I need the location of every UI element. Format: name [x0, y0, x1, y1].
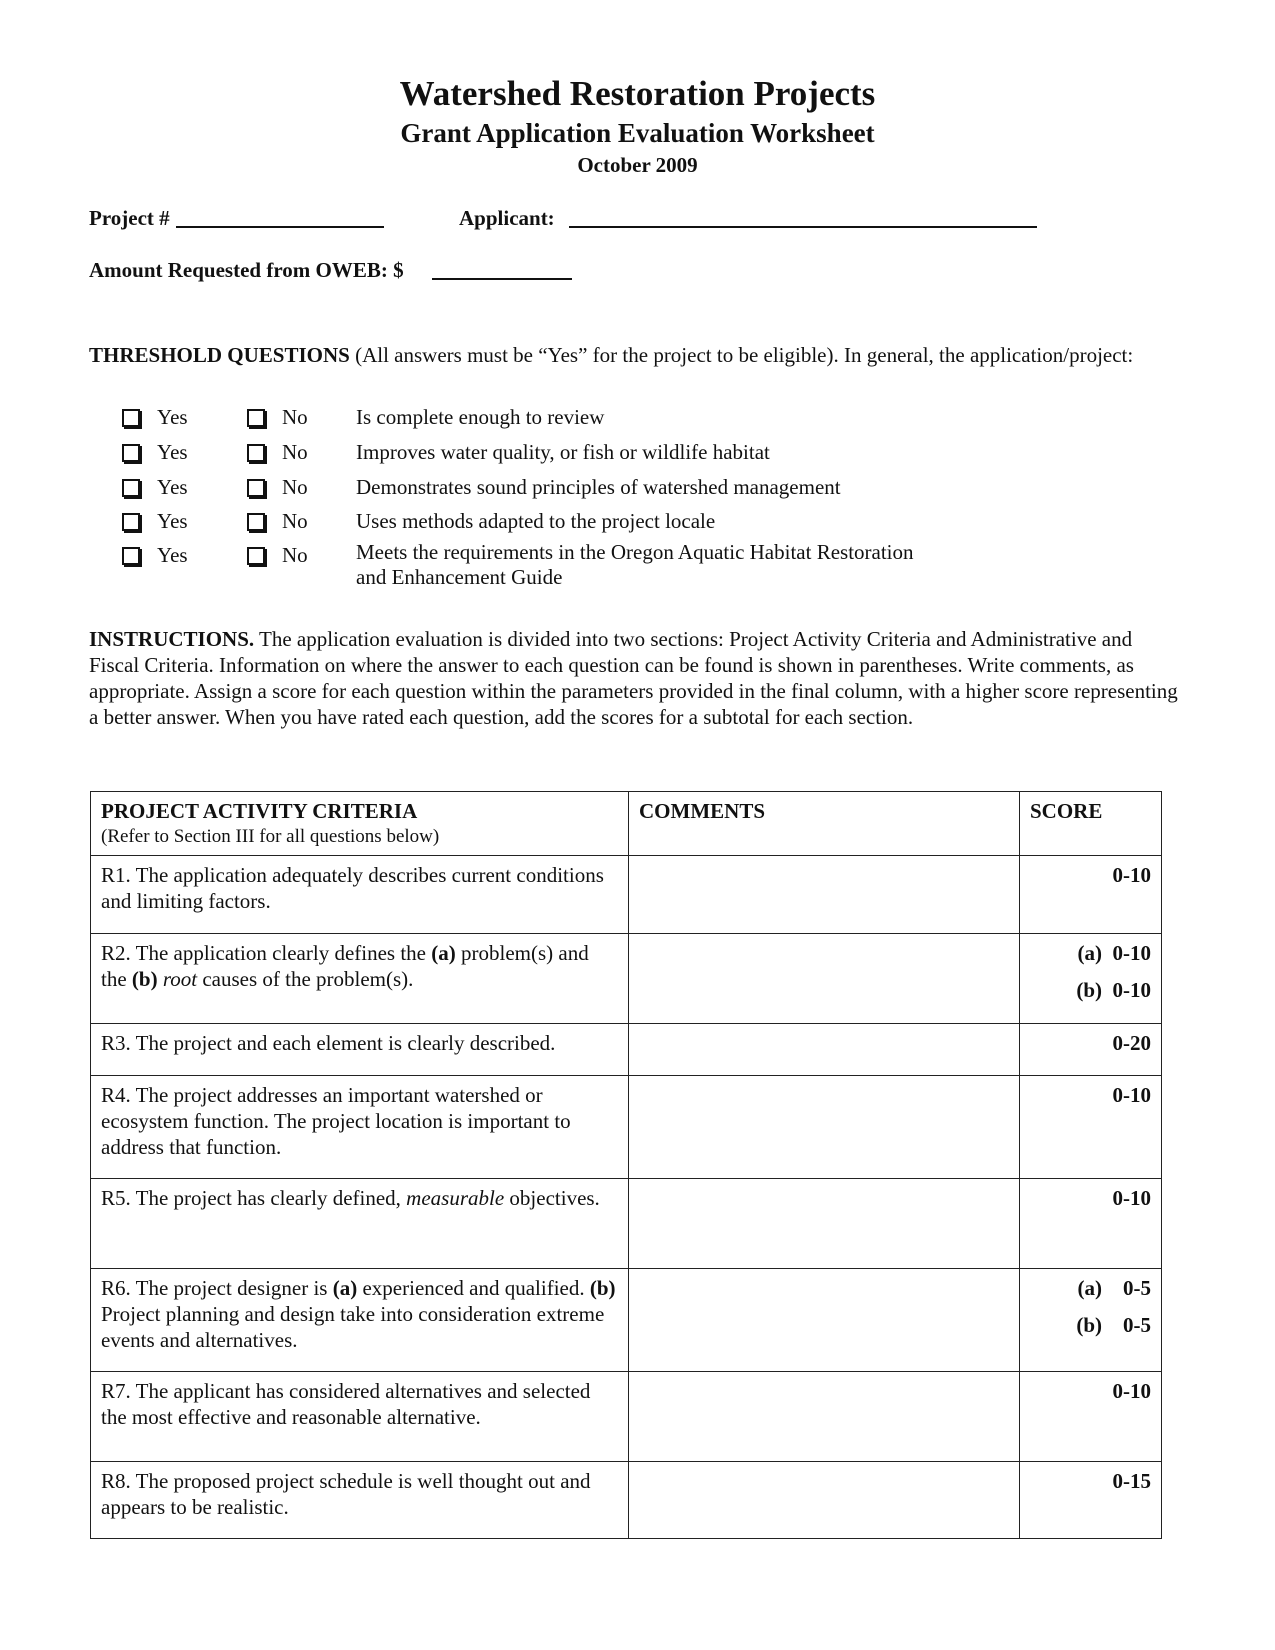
score-cell[interactable] [1020, 1462, 1162, 1539]
no-checkbox[interactable] [247, 479, 265, 497]
no-label: No [282, 405, 308, 429]
instructions-heading: INSTRUCTIONS. [89, 627, 255, 651]
criteria-row-r1 [91, 856, 1162, 934]
yes-checkbox[interactable] [122, 479, 140, 497]
criteria-text-part: (b) [131, 967, 158, 991]
criteria-text-part: root [162, 967, 198, 991]
criteria-column-title: PROJECT ACTIVITY CRITERIA [101, 799, 418, 823]
score-column-header [1020, 792, 1162, 856]
document-subtitle: Grant Application Evaluation Worksheet [400, 118, 875, 148]
criteria-text-part: R7. The applicant has considered alternatives and selected the most effective and reasonable alternative. [101, 1379, 591, 1429]
criteria-text-part: Project planning and design take into consideration extreme events and alternatives. [101, 1302, 605, 1352]
threshold-question: Meets the requirements in the Oregon Aquatic Habitat Restoration and Enhancement Guide [356, 540, 914, 589]
score-range: 0-10 [1112, 1083, 1151, 1107]
score-cell[interactable] [1020, 856, 1162, 934]
score-range: (b) 0-10 [1076, 978, 1151, 1002]
yes-label: Yes [157, 475, 188, 499]
score-range: (a) 0-5 [1077, 1276, 1151, 1300]
no-checkbox[interactable] [247, 513, 265, 531]
criteria-text-part: (a) [431, 941, 456, 965]
criteria-text-part: R5. The project has clearly defined, [101, 1186, 407, 1210]
comments-column-header [629, 792, 1020, 856]
score-range: (a) 0-10 [1077, 941, 1151, 965]
criteria-row-r8 [91, 1462, 1162, 1539]
yes-label: Yes [157, 440, 188, 464]
criteria-text-part: R6. The project designer is [101, 1276, 333, 1300]
score-cell[interactable] [1020, 1269, 1162, 1372]
no-label: No [282, 475, 308, 499]
comments-cell[interactable] [629, 1462, 1020, 1539]
criteria-text-part: R8. The proposed project schedule is well thought out and appears to be realistic. [101, 1469, 591, 1519]
score-range: (b) 0-5 [1076, 1313, 1151, 1337]
score-cell[interactable] [1020, 1179, 1162, 1269]
comments-cell[interactable] [629, 934, 1020, 1024]
criteria-text [91, 1179, 629, 1269]
no-checkbox[interactable] [247, 444, 265, 462]
threshold-heading: THRESHOLD QUESTIONS [89, 343, 350, 367]
criteria-column-header [91, 792, 629, 856]
criteria-text [91, 1462, 629, 1539]
no-label: No [282, 440, 308, 464]
yes-checkbox[interactable] [122, 444, 140, 462]
comments-cell[interactable] [629, 1076, 1020, 1179]
no-label: No [282, 509, 308, 533]
criteria-row-r7 [91, 1372, 1162, 1462]
criteria-row-r6 [91, 1269, 1162, 1372]
criteria-text-part: R3. The project and each element is clearly described. [101, 1031, 556, 1055]
comments-cell[interactable] [629, 856, 1020, 934]
criteria-text [91, 856, 629, 934]
amount-requested-field[interactable] [432, 278, 572, 280]
criteria-table-body [91, 856, 1162, 1539]
criteria-row-r5 [91, 1179, 1162, 1269]
threshold-question: Improves water quality, or fish or wildlife habitat [356, 440, 770, 464]
criteria-text-part: objectives. [504, 1186, 600, 1210]
criteria-row-r2 [91, 934, 1162, 1024]
threshold-intro-text: (All answers must be “Yes” for the project to be eligible). In general, the application/project: [349, 343, 1134, 367]
criteria-column-subtitle: (Refer to Section III for all questions below) [101, 826, 440, 847]
criteria-text-part: R2. The application clearly defines the [101, 941, 432, 965]
criteria-text-part: experienced and qualified. [357, 1276, 590, 1300]
score-cell[interactable] [1020, 1372, 1162, 1462]
instructions-text: The application evaluation is divided into two sections: Project Activity Criteria and Administrative and Fiscal Criteria. Information on where the answer to each question can be found is shown in parentheses. Write comments, as appropriate. Assign a score for each question within the parameters provided in the final column, with a higher score representing a better answer. When you have rated each question, add the scores for a subtotal for each section. [89, 627, 1178, 729]
criteria-row-r4 [91, 1076, 1162, 1179]
project-number-field[interactable] [176, 226, 384, 228]
criteria-text-part: (a) [332, 1276, 358, 1300]
score-cell[interactable] [1020, 1076, 1162, 1179]
score-range: 0-10 [1112, 863, 1151, 887]
applicant-field[interactable] [569, 226, 1037, 228]
criteria-text [91, 1076, 629, 1179]
threshold-intro [89, 342, 1179, 368]
no-checkbox[interactable] [247, 409, 265, 427]
criteria-header-row [91, 792, 1162, 856]
comments-cell[interactable] [629, 1269, 1020, 1372]
criteria-row-r3 [91, 1024, 1162, 1076]
amount-requested-label: Amount Requested from OWEB: $ [89, 258, 404, 282]
yes-label: Yes [157, 509, 188, 533]
comments-cell[interactable] [629, 1372, 1020, 1462]
criteria-text-part: measurable [406, 1186, 505, 1210]
score-column-title: SCORE [1030, 799, 1103, 823]
yes-checkbox[interactable] [122, 513, 140, 531]
project-number-label: Project # [89, 206, 170, 230]
criteria-text-part: R1. The application adequately describes current conditions and limiting factors. [101, 863, 604, 913]
yes-checkbox[interactable] [122, 409, 140, 427]
threshold-question: Uses methods adapted to the project locale [356, 509, 716, 533]
criteria-text [91, 934, 629, 1024]
yes-label: Yes [157, 405, 188, 429]
document-title: Watershed Restoration Projects [399, 74, 876, 113]
score-range: 0-20 [1112, 1031, 1151, 1055]
criteria-text-part: R4. The project addresses an important watershed or ecosystem function. The project location is important to address that function. [101, 1083, 571, 1159]
yes-checkbox[interactable] [122, 547, 140, 565]
comments-cell[interactable] [629, 1024, 1020, 1076]
threshold-question: Demonstrates sound principles of watershed management [356, 475, 841, 499]
criteria-text-part: causes of the problem(s). [197, 967, 414, 991]
score-cell[interactable] [1020, 1024, 1162, 1076]
score-range: 0-15 [1112, 1469, 1151, 1493]
criteria-text [91, 1269, 629, 1372]
criteria-text-part: problem(s) and the [101, 941, 589, 991]
score-range: 0-10 [1112, 1186, 1151, 1210]
comments-column-title: COMMENTS [639, 799, 765, 823]
score-range: 0-10 [1112, 1379, 1151, 1403]
document-date: October 2009 [577, 153, 698, 177]
comments-cell[interactable] [629, 1179, 1020, 1269]
criteria-text-part: (b) [589, 1276, 616, 1300]
no-checkbox[interactable] [247, 547, 265, 565]
criteria-text [91, 1024, 629, 1076]
instructions [89, 626, 1179, 730]
threshold-question: Is complete enough to review [356, 405, 605, 429]
criteria-text [91, 1372, 629, 1462]
score-cell[interactable] [1020, 934, 1162, 1024]
criteria-table [90, 791, 1162, 1539]
applicant-label: Applicant: [459, 206, 555, 230]
no-label: No [282, 543, 308, 567]
yes-label: Yes [157, 543, 188, 567]
